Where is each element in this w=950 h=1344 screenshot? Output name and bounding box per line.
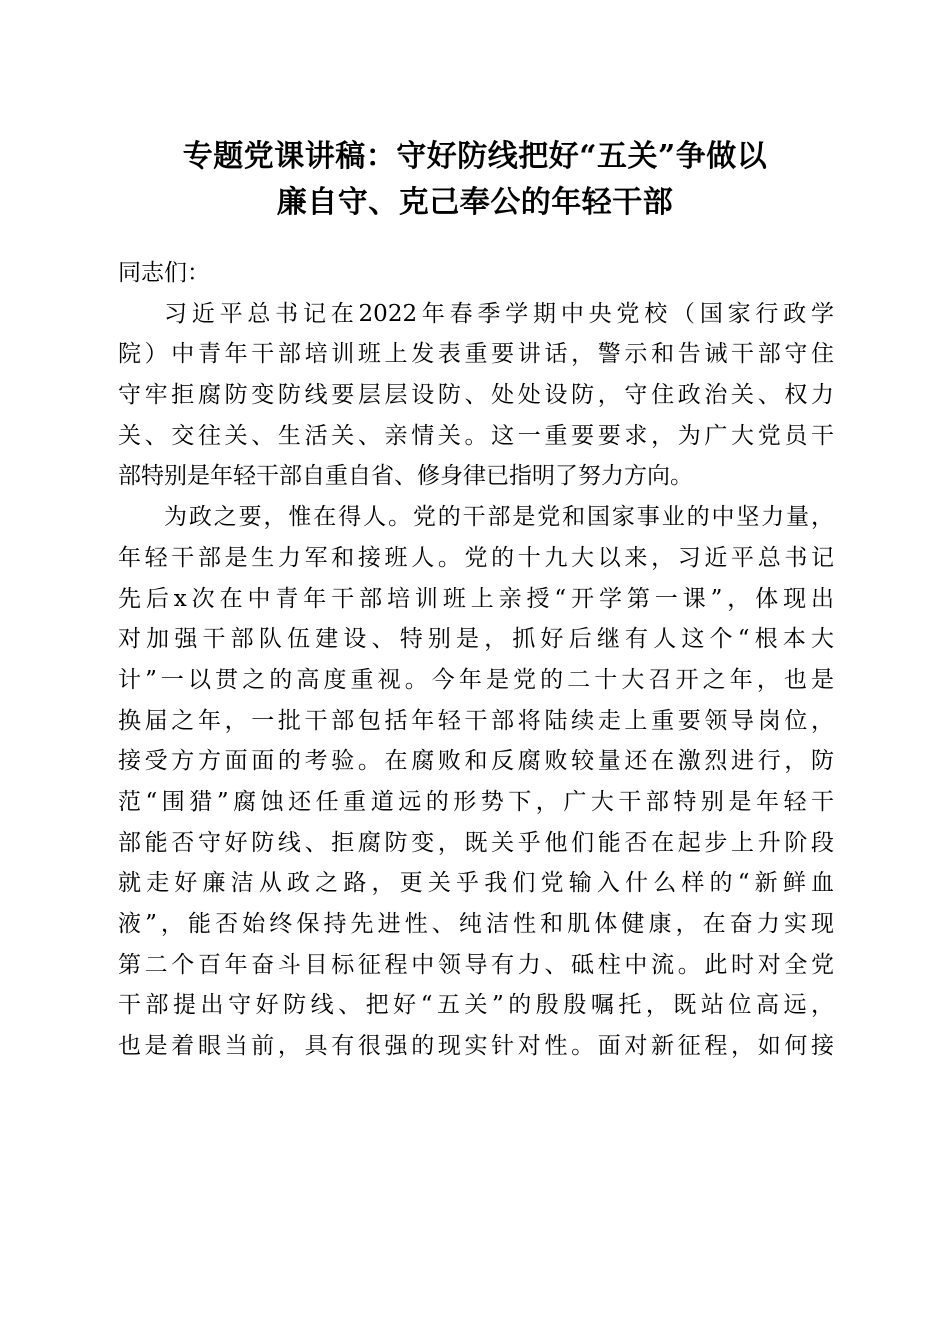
paragraph-line: 范“围猎”腐蚀还任重道远的形势下，广大干部特别是年轻干	[118, 788, 834, 815]
paragraph-1	[118, 294, 834, 497]
paragraph-line: 第二个百年奋斗目标征程中领导有力、砥柱中流。此时对全党	[118, 951, 834, 978]
salutation: 同志们：	[118, 260, 210, 286]
paragraph-line: 为政之要，惟在得人。党的干部是党和国家事业的中坚力量，	[164, 504, 834, 531]
paragraph-line: 就走好廉洁从政之路，更关乎我们党输入什么样的“新鲜血	[118, 870, 834, 897]
paragraph-line: 守牢拒腐防变防线要层层设防、处处设防，守住政治关、权力	[118, 382, 834, 409]
document-title	[100, 134, 850, 226]
paragraph-line: 院）中青年干部培训班上发表重要讲话，警示和告诫干部守住	[118, 341, 834, 368]
document-body	[118, 253, 834, 1067]
paragraph-line: 对加强干部队伍建设、特别是，抓好后继有人这个“根本大	[118, 626, 834, 653]
paragraph-line: 换届之年，一批干部包括年轻干部将陆续走上重要领导岗位，	[118, 707, 834, 734]
paragraph-line: 液”，能否始终保持先进性、纯洁性和肌体健康，在奋力实现	[118, 911, 834, 937]
paragraph-line: 部特别是年轻干部自重自省、修身律已指明了努力方向。	[118, 463, 693, 490]
paragraph-line: 干部提出守好防线、把好“五关”的殷殷嘱托，既站位高远，	[118, 992, 834, 1019]
title-line-1: 专题党课讲稿：守好防线把好“五关”争做以	[182, 139, 768, 174]
paragraph-line: 计”一以贯之的高度重视。今年是党的二十大召开之年，也是	[118, 666, 834, 693]
paragraph-line: 接受方方面面的考验。在腐败和反腐败较量还在激烈进行，防	[118, 748, 834, 775]
paragraph-line: 先后x次在中青年干部培训班上亲授“开学第一课”，体现出	[118, 585, 834, 612]
paragraph-line: 部能否守好防线、拒腐防变，既关乎他们能否在起步上升阶段	[118, 829, 834, 856]
paragraph-line: 关、交往关、生活关、亲情关。这一重要要求，为广大党员干	[118, 422, 834, 449]
paragraph-line: 也是着眼当前，具有很强的现实针对性。面对新征程，如何接	[118, 1033, 834, 1060]
paragraph-line: 习近平总书记在2022年春季学期中央党校（国家行政学	[164, 300, 834, 327]
paragraph-line: 年轻干部是生力军和接班人。党的十九大以来，习近平总书记	[118, 544, 834, 571]
paragraph-2	[118, 497, 834, 1067]
title-line-2: 廉自守、克己奉公的年轻干部	[276, 185, 674, 220]
